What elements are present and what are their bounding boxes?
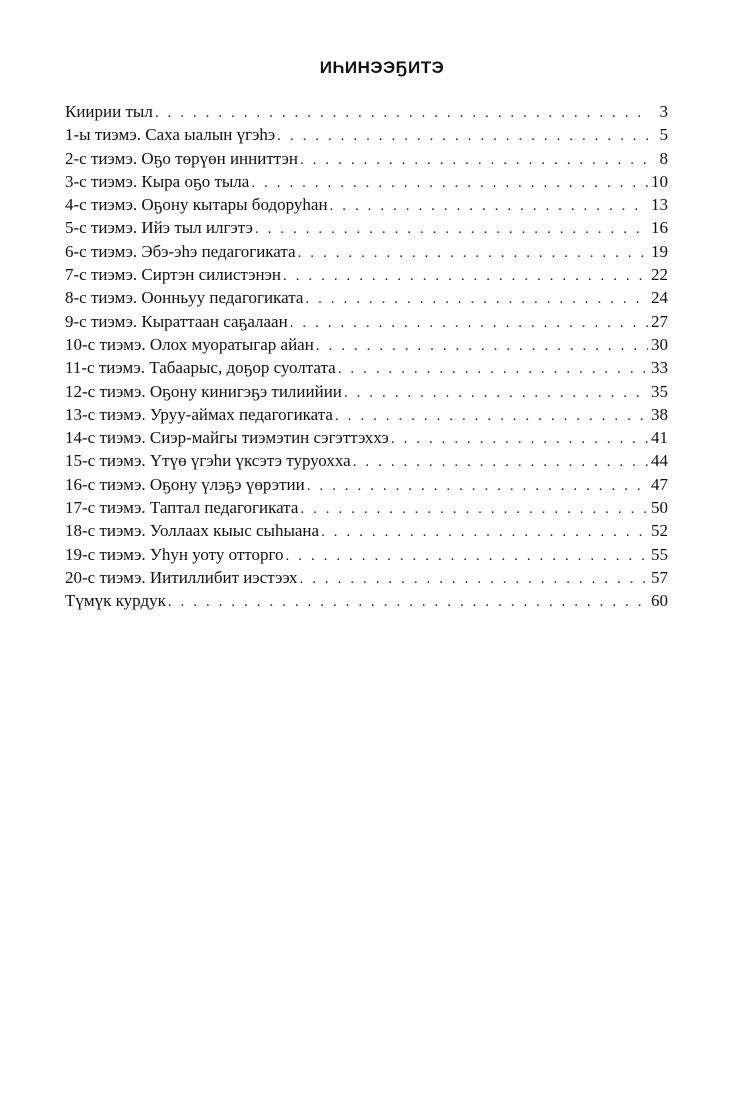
- toc-entry-label: 15-с тиэмэ. Үтүө үгэһи үксэтэ туруохха: [65, 451, 351, 471]
- toc-entry: [65, 333, 668, 356]
- toc-entry-label: 1-ы тиэмэ. Саха ыалын үгэһэ: [65, 125, 276, 145]
- toc-entry: [65, 100, 668, 123]
- toc-entry: [65, 123, 668, 146]
- toc-entry-page: 24: [651, 288, 668, 308]
- toc-leader-dots: [344, 382, 648, 403]
- toc-leader-dots: [330, 195, 648, 216]
- toc-entry: [65, 473, 668, 496]
- toc-entry-page: 27: [651, 311, 668, 331]
- toc-leader-dots: [307, 475, 648, 496]
- toc-entry-page: 30: [651, 334, 668, 354]
- toc-leader-dots: [300, 149, 648, 170]
- toc-entry: [65, 263, 668, 286]
- toc-entry-page: 5: [659, 125, 668, 145]
- toc-leader-dots: [338, 358, 648, 379]
- toc-leader-dots: [316, 335, 648, 356]
- toc-entry-page: 57: [651, 567, 668, 587]
- toc-entry: [65, 566, 668, 589]
- toc-entry-label: 20-с тиэмэ. Иитиллибит иэстээх: [65, 567, 298, 587]
- toc-entry-page: 19: [651, 241, 668, 261]
- toc-entry-label: Киирии тыл: [65, 102, 153, 121]
- toc-entry-label: 14-с тиэмэ. Сиэр-майгы тиэмэтин сэгэттэххэ: [65, 428, 389, 448]
- toc-leader-dots: [168, 591, 648, 612]
- toc-entry-label: 9-с тиэмэ. Кыраттаан саҕалаан: [65, 311, 288, 331]
- toc-entry: [65, 356, 668, 379]
- toc-entry-page: 44: [651, 451, 668, 471]
- toc-entry: [65, 380, 668, 403]
- toc-entry-page: 22: [651, 265, 668, 285]
- toc-entry-page: 50: [651, 498, 668, 518]
- toc-entry-page: 33: [651, 358, 668, 378]
- toc-entry: [65, 449, 668, 472]
- toc-leader-dots: [290, 312, 648, 333]
- toc-leader-dots: [277, 125, 648, 146]
- toc-entry: [65, 147, 668, 170]
- toc-entry-page: 47: [651, 474, 668, 494]
- toc-entry: [65, 193, 668, 216]
- toc-leader-dots: [300, 568, 648, 589]
- toc-entry-label: 4-с тиэмэ. Оҕону кытары бодоруһан: [65, 195, 328, 215]
- toc-leader-dots: [300, 498, 648, 519]
- toc-entry: [65, 286, 668, 309]
- toc-entry: [65, 170, 668, 193]
- toc-entry-page: 52: [651, 521, 668, 541]
- toc-entry-label: 16-с тиэмэ. Оҕону үлэҕэ үөрэтии: [65, 474, 305, 494]
- toc-leader-dots: [305, 288, 648, 309]
- toc-entry-page: 8: [659, 148, 668, 168]
- toc-entry: [65, 589, 668, 612]
- toc-entry-label: 13-с тиэмэ. Уруу-аймах педагогиката: [65, 404, 333, 424]
- toc-entry-label: 10-с тиэмэ. Олох муоратыгар айан: [65, 334, 314, 354]
- toc-entry: [65, 310, 668, 333]
- toc-entry-page: 60: [651, 591, 668, 611]
- toc-leader-dots: [335, 405, 648, 426]
- toc-entry-label: 11-с тиэмэ. Табаарыс, доҕор суолтата: [65, 358, 336, 378]
- toc-entry: [65, 240, 668, 263]
- toc-entry-page: 38: [651, 404, 668, 424]
- toc-leader-dots: [251, 172, 648, 193]
- toc-entry-page: 35: [651, 381, 668, 401]
- toc-entry-label: 2-с тиэмэ. Оҕо төрүөн инниттэн: [65, 148, 299, 168]
- page-title: ИҺИНЭЭҔИТЭ: [319, 58, 445, 77]
- toc-leader-dots: [353, 451, 648, 472]
- toc-leader-dots: [321, 521, 648, 542]
- toc-leader-dots: [286, 545, 648, 566]
- toc-entry: [65, 496, 668, 519]
- toc-entry-page: 13: [651, 195, 668, 215]
- toc-entry-label: 18-с тиэмэ. Уоллаах кыыс сыһыана: [65, 521, 320, 541]
- toc-leader-dots: [391, 428, 648, 449]
- toc-leader-dots: [255, 218, 648, 239]
- toc-entry-label: 7-с тиэмэ. Сиртэн силистэнэн: [65, 265, 282, 285]
- toc-entry-label: 17-с тиэмэ. Таптал педагогиката: [65, 498, 299, 518]
- toc-entry-label: 3-с тиэмэ. Кыра оҕо тыла: [65, 171, 250, 191]
- table-of-contents: [65, 100, 668, 613]
- toc-entry: [65, 216, 668, 239]
- toc-entry-label: 5-с тиэмэ. Ийэ тыл илгэтэ: [65, 218, 253, 238]
- toc-entry-page: 10: [651, 171, 668, 191]
- toc-entry: [65, 426, 668, 449]
- toc-entry-label: Түмүк курдук: [65, 591, 166, 611]
- toc-entry-label: 12-с тиэмэ. Оҕону кинигэҕэ тилиийии: [65, 381, 342, 401]
- toc-entry: [65, 403, 668, 426]
- toc-entry-page: 3: [659, 102, 668, 121]
- toc-entry-label: 6-с тиэмэ. Эбэ-эһэ педагогиката: [65, 241, 296, 261]
- toc-leader-dots: [283, 265, 648, 286]
- toc-entry-label: 8-с тиэмэ. Оонньуу педагогиката: [65, 288, 304, 308]
- toc-entry-page: 41: [651, 428, 668, 448]
- toc-leader-dots: [298, 242, 648, 263]
- toc-entry: [65, 519, 668, 542]
- toc-leader-dots: [155, 102, 648, 123]
- toc-entry-label: 19-с тиэмэ. Уһун уоту отторго: [65, 544, 284, 564]
- toc-entry-page: 16: [651, 218, 668, 238]
- toc-entry: [65, 543, 668, 566]
- toc-entry-page: 55: [651, 544, 668, 564]
